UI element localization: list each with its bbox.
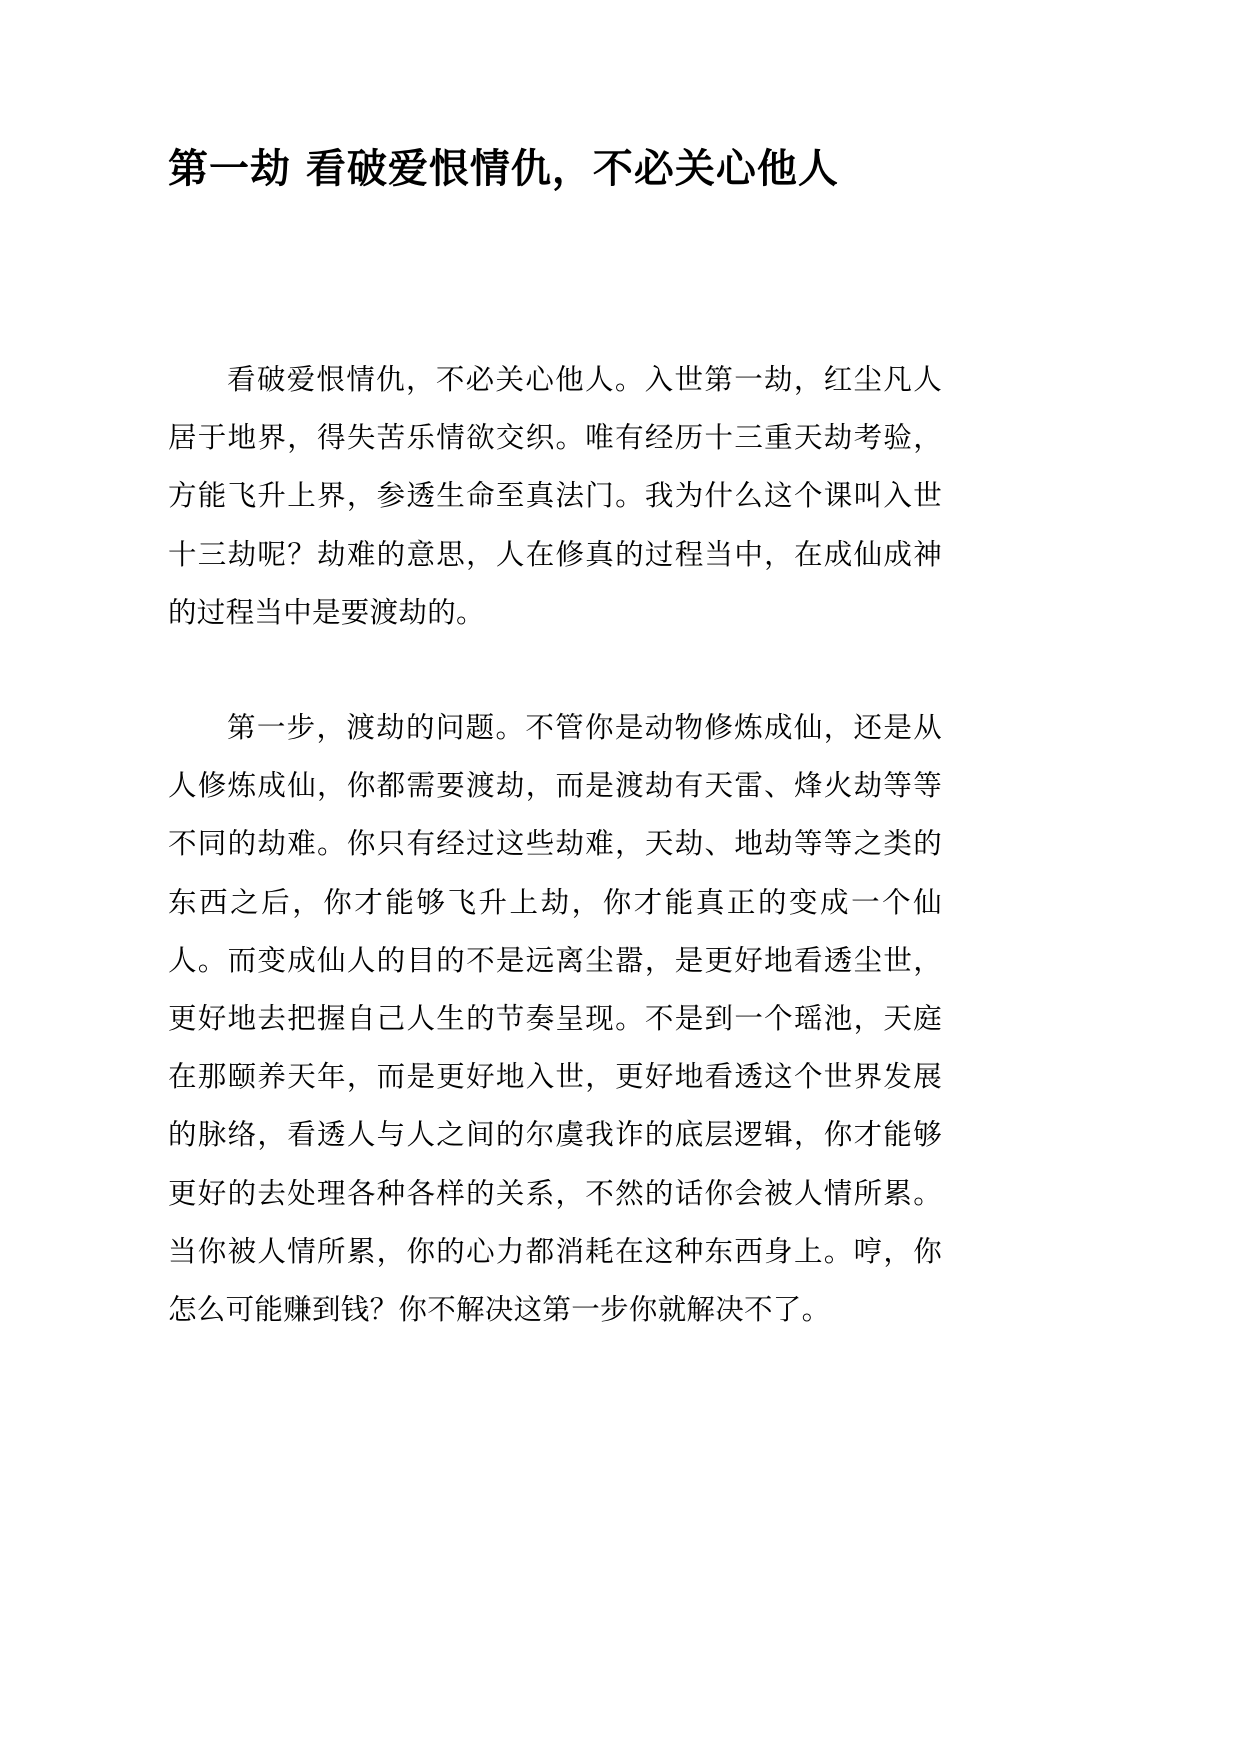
paragraph-1: 看破爱恨情仇，不必关心他人。入世第一劫，红尘凡人居于地界，得失苦乐情欲交织。唯有经历十三重天劫考验，方能飞升上界，参透生命至真法门。我为什么这个课叫入世十三劫呢？劫难的意思，人在修真的过程当中，在成仙成神的过程当中是要渡劫的。 [168, 363, 942, 629]
paragraph-2: 第一步，渡劫的问题。不管你是动物修炼成仙，还是从人修炼成仙，你都需要渡劫，而是渡劫有天雷、烽火劫等等不同的劫难。你只有经过这些劫难，天劫、地劫等等之类的东西之后，你才能够飞升上劫，你才能真正的变成一个仙人。而变成仙人的目的不是远离尘嚣，是更好地看透尘世，更好地去把握自己人生的节奏呈现。不是到一个瑶池，天庭在那颐养天年，而是更好地入世，更好地看透这个世界发展的脉络，看透人与人之间的尔虞我诈的底层逻辑，你才能够更好的去处理各种各样的关系，不然的话你会被人情所累。当你被人情所累，你的心力都消耗在这种东西身上。哼，你怎么可能赚到钱？你不解决这第一步你就解决不了。 [168, 711, 942, 1327]
chapter-title: 第一劫 看破爱恨情仇，不必关心他人 [168, 146, 839, 192]
